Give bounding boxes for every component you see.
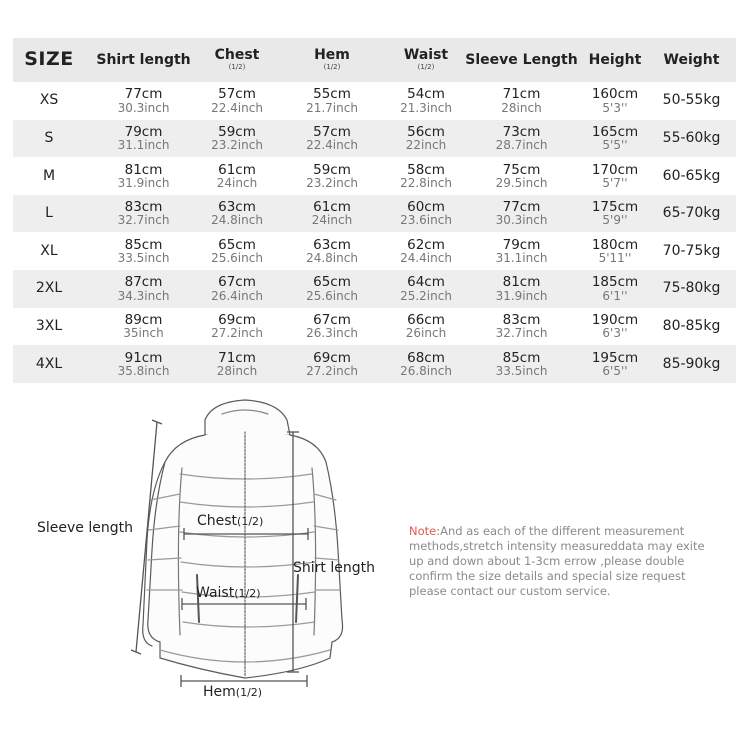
waist-metric: 68cm [407,349,445,366]
shirt-imperial: 35.8inch [117,363,170,378]
waist-metric: 64cm [407,274,445,291]
height-imperial: 5'3'' [602,100,628,115]
header-height: Height [583,53,647,68]
hem-cell [272,125,392,152]
waist-metric: 66cm [407,311,445,328]
measurement-note [409,524,709,599]
sleeve-cell [460,313,583,340]
shirt-imperial: 31.9inch [117,175,170,190]
shirt-cell [85,200,202,227]
shirt-metric: 91cm [124,349,163,366]
waist-metric: 58cm [407,161,445,178]
size-cell: 4XL [35,355,63,372]
sleeve-metric: 75cm [502,161,541,178]
hem-imperial: 27.2inch [306,363,358,378]
sleeve-metric: 79cm [502,236,541,253]
shirt-metric: 81cm [124,161,163,178]
sleeve-metric: 81cm [502,274,541,291]
chest-cell [202,163,272,190]
table-body [13,82,736,383]
sleeve-cell [460,125,583,152]
hem-imperial: 25.6inch [306,288,358,303]
sleeve-length-label: Sleeve length [37,520,133,536]
table-row [13,120,736,158]
size-cell: XL [40,242,58,259]
height-cell [583,125,647,152]
hem-metric: 69cm [313,349,351,366]
chest-cell [202,200,272,227]
chest-imperial: 26.4inch [211,288,263,303]
hem-metric: 57cm [313,124,351,140]
waist-cell [392,238,460,265]
waist-imperial: 26inch [405,326,447,341]
height-metric: 185cm [591,274,639,291]
shirt-imperial: 35inch [123,326,164,341]
chest-metric: 63cm [218,199,256,216]
shirt-cell [85,313,202,340]
height-metric: 165cm [591,124,639,140]
shirt-cell [85,275,202,302]
waist-imperial: 22inch [405,138,447,153]
sleeve-cell [460,275,583,302]
shirt-cell [85,87,202,114]
shirt-imperial: 31.1inch [117,138,170,153]
height-imperial: 6'1'' [602,288,628,303]
height-metric: 160cm [591,86,639,103]
chest-imperial: 25.6inch [211,250,263,265]
header-size: SIZE [24,48,74,71]
waist-cell [392,313,460,340]
waist-imperial: 25.2inch [400,288,452,303]
shirt-metric: 83cm [124,199,163,216]
waist-metric: 62cm [407,236,445,253]
height-cell [583,238,647,265]
waist-imperial: 21.3inch [400,100,452,115]
shirt-metric: 79cm [124,124,163,140]
hem-cell [272,313,392,340]
sleeve-cell [460,238,583,265]
shirt-cell [85,351,202,378]
waist-imperial: 23.6inch [400,213,452,228]
table-row [13,232,736,270]
shirt-metric: 85cm [124,236,163,253]
shirt-cell [85,163,202,190]
hem-metric: 65cm [313,274,351,291]
sleeve-imperial: 33.5inch [495,363,548,378]
table-row [13,270,736,308]
chest-cell [202,313,272,340]
waist-imperial: 22.8inch [400,175,452,190]
size-cell: S [44,130,54,147]
hem-cell [272,87,392,114]
waist-cell [392,275,460,302]
header-sleeve-length: Sleeve Length [460,53,583,68]
height-metric: 175cm [591,199,639,216]
height-cell [583,313,647,340]
hem-metric: 59cm [313,161,351,178]
size-cell: L [45,205,53,222]
weight-cell: 80-85kg [662,318,721,335]
hem-metric: 67cm [313,311,351,328]
height-metric: 170cm [591,161,639,178]
sleeve-imperial: 28.7inch [495,138,548,153]
height-cell [583,200,647,227]
height-imperial: 5'5'' [602,138,628,153]
size-chart-table [13,38,736,383]
height-metric: 190cm [591,311,639,328]
hem-imperial: 24.8inch [306,250,358,265]
weight-cell: 55-60kg [662,130,721,147]
hem-metric: 61cm [313,199,351,216]
chest-label: Chest(1/2) [197,513,264,529]
shirt-imperial: 32.7inch [117,213,170,228]
chest-metric: 67cm [218,274,256,291]
waist-imperial: 24.4inch [400,250,452,265]
chest-imperial: 23.2inch [211,138,263,153]
hem-imperial: 22.4inch [306,138,358,153]
size-cell: M [42,167,56,184]
hem-cell [272,238,392,265]
height-metric: 180cm [591,236,639,253]
height-imperial: 5'9'' [602,213,628,228]
weight-cell: 60-65kg [662,167,721,184]
height-imperial: 6'5'' [602,363,628,378]
hem-cell [272,351,392,378]
chest-imperial: 28inch [216,363,258,378]
hem-imperial: 26.3inch [306,326,358,341]
chest-metric: 65cm [218,236,256,253]
header-chest: Chest (1/2) [202,48,272,71]
height-imperial: 5'11'' [598,250,632,265]
header-waist: Waist (1/2) [392,48,460,71]
hem-metric: 55cm [313,86,351,103]
header-shirt-length: Shirt length [85,53,202,68]
waist-metric: 60cm [407,199,445,216]
chest-imperial: 27.2inch [211,326,263,341]
chest-cell [202,125,272,152]
weight-cell: 70-75kg [662,242,721,259]
sleeve-cell [460,87,583,114]
size-cell: 2XL [35,280,63,297]
shirt-metric: 87cm [124,274,163,291]
shirt-metric: 77cm [124,86,163,103]
table-row [13,195,736,233]
sleeve-cell [460,200,583,227]
chest-metric: 69cm [218,311,256,328]
height-cell [583,87,647,114]
note-heading: Note: [409,524,441,538]
shirt-imperial: 34.3inch [117,288,170,303]
shirt-imperial: 33.5inch [117,250,170,265]
waist-label: Waist(1/2) [196,585,261,601]
hem-cell [272,200,392,227]
sleeve-metric: 85cm [502,349,541,366]
weight-cell: 50-55kg [662,92,721,109]
weight-cell: 85-90kg [662,355,721,372]
hem-cell [272,275,392,302]
waist-cell [392,87,460,114]
sleeve-imperial: 29.5inch [495,175,548,190]
hem-cell [272,163,392,190]
height-cell [583,163,647,190]
header-weight: Weight [647,53,736,68]
height-cell [583,351,647,378]
waist-cell [392,200,460,227]
sleeve-imperial: 31.9inch [495,288,548,303]
height-imperial: 5'7'' [602,175,628,190]
table-row [13,82,736,120]
size-cell: 3XL [35,318,63,335]
height-metric: 195cm [591,349,639,366]
waist-imperial: 26.8inch [400,363,452,378]
sleeve-imperial: 31.1inch [495,250,548,265]
height-cell [583,275,647,302]
chest-metric: 59cm [218,124,256,140]
chest-cell [202,351,272,378]
shirt-cell [85,238,202,265]
hem-imperial: 21.7inch [306,100,358,115]
sleeve-cell [460,163,583,190]
waist-metric: 56cm [407,124,445,140]
waist-cell [392,163,460,190]
chest-imperial: 22.4inch [211,100,263,115]
hem-imperial: 24inch [311,213,353,228]
chest-metric: 61cm [218,161,256,178]
shirt-metric: 89cm [124,311,163,328]
weight-cell: 65-70kg [662,205,721,222]
chest-cell [202,275,272,302]
waist-metric: 54cm [407,86,445,103]
waist-cell [392,351,460,378]
sleeve-cell [460,351,583,378]
waist-cell [392,125,460,152]
shirt-length-label: Shirt length [293,560,375,576]
height-imperial: 6'3'' [602,326,628,341]
chest-imperial: 24inch [216,175,258,190]
shirt-imperial: 30.3inch [117,100,170,115]
chest-metric: 71cm [218,349,256,366]
weight-cell: 75-80kg [662,280,721,297]
size-cell: XS [39,92,59,109]
sleeve-metric: 77cm [502,199,541,216]
hem-imperial: 23.2inch [306,175,358,190]
chest-cell [202,238,272,265]
table-header-row [13,38,736,82]
note-text: And as each of the different measurement methods,stretch intensity measureddata may exite up and down about 1-3cm errow ,please double confirm the size details and special size request please contact our custom service. [409,524,705,598]
sleeve-imperial: 30.3inch [495,213,548,228]
sleeve-metric: 83cm [502,311,541,328]
sleeve-metric: 73cm [502,124,541,140]
table-row [13,157,736,195]
header-hem: Hem (1/2) [272,48,392,71]
sleeve-imperial: 32.7inch [495,326,548,341]
chest-imperial: 24.8inch [211,213,263,228]
shirt-cell [85,125,202,152]
sleeve-imperial: 28inch [501,100,542,115]
sleeve-metric: 71cm [502,86,541,103]
hem-label: Hem(1/2) [203,684,263,700]
hem-metric: 63cm [313,236,351,253]
chest-cell [202,87,272,114]
table-row [13,345,736,383]
table-row [13,308,736,346]
chest-metric: 57cm [218,86,256,103]
